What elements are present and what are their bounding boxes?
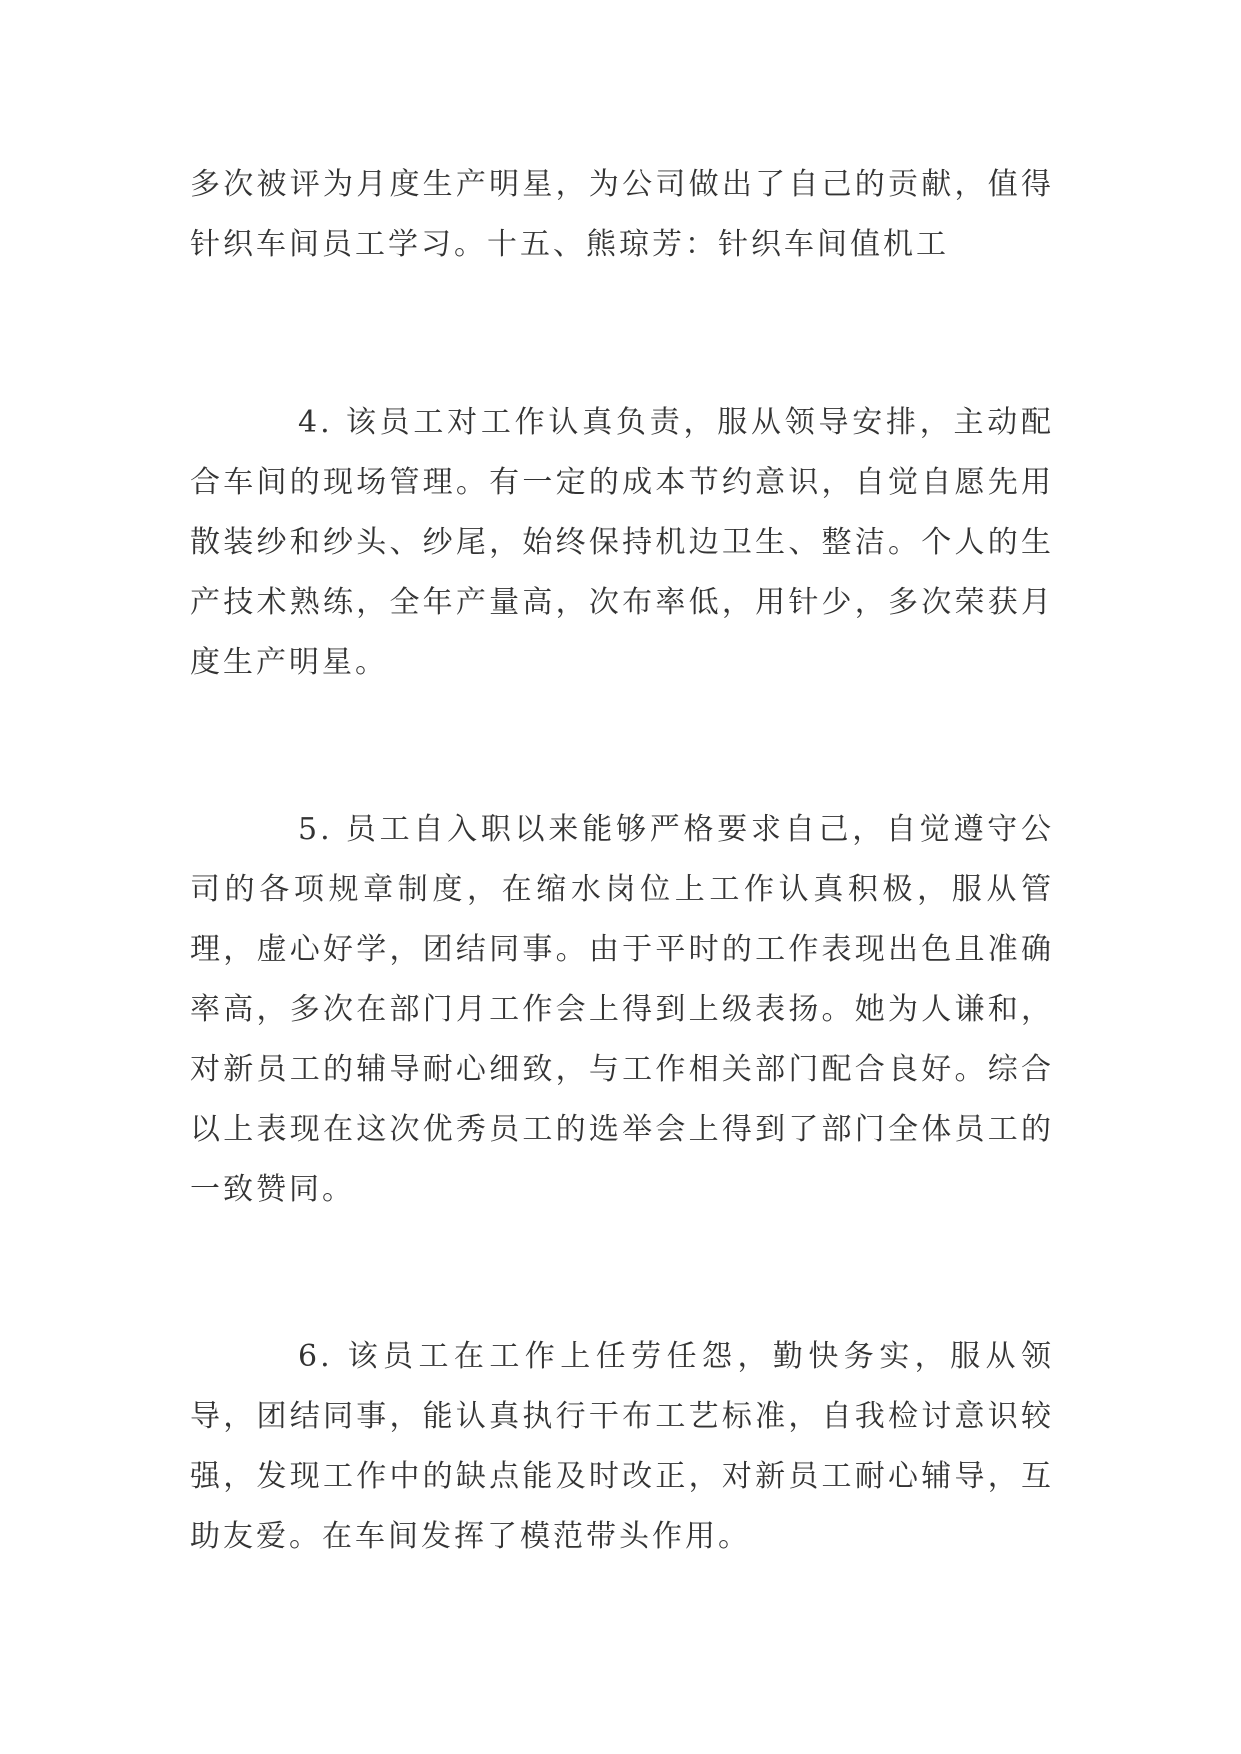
paragraph-item-4: 4. 该员工对工作认真负责，服从领导安排，主动配合车间的现场管理。有一定的成本节约意识，自觉自愿先用散装纱和纱头、纱尾，始终保持机边卫生、整洁。个人的生产技术熟练，全年产量高，次布率低，用针少，多次荣获月度生产明星。 [190, 405, 1054, 680]
paragraph-item-5: 5. 员工自入职以来能够严格要求自己，自觉遵守公司的各项规章制度，在缩水岗位上工作认真积极，服从管理，虚心好学，团结同事。由于平时的工作表现出色且准确率高，多次在部门月工作会上得到上级表扬。她为人谦和，对新员工的辅导耐心细致，与工作相关部门配合良好。综合以上表现在这次优秀员工的选举会上得到了部门全体员工的一致赞同。 [190, 812, 1054, 1207]
paragraph-item-6: 6. 该员工在工作上任劳任怨，勤快务实，服从领导，团结同事，能认真执行干布工艺标准，自我检讨意识较强，发现工作中的缺点能及时改正，对新员工耐心辅导，互助友爱。在车间发挥了模范带头作用。 [190, 1339, 1054, 1554]
paragraph-continuation: 多次被评为月度生产明星，为公司做出了自己的贡献，值得针织车间员工学习。十五、熊琼芳：针织车间值机工 [190, 167, 1054, 262]
